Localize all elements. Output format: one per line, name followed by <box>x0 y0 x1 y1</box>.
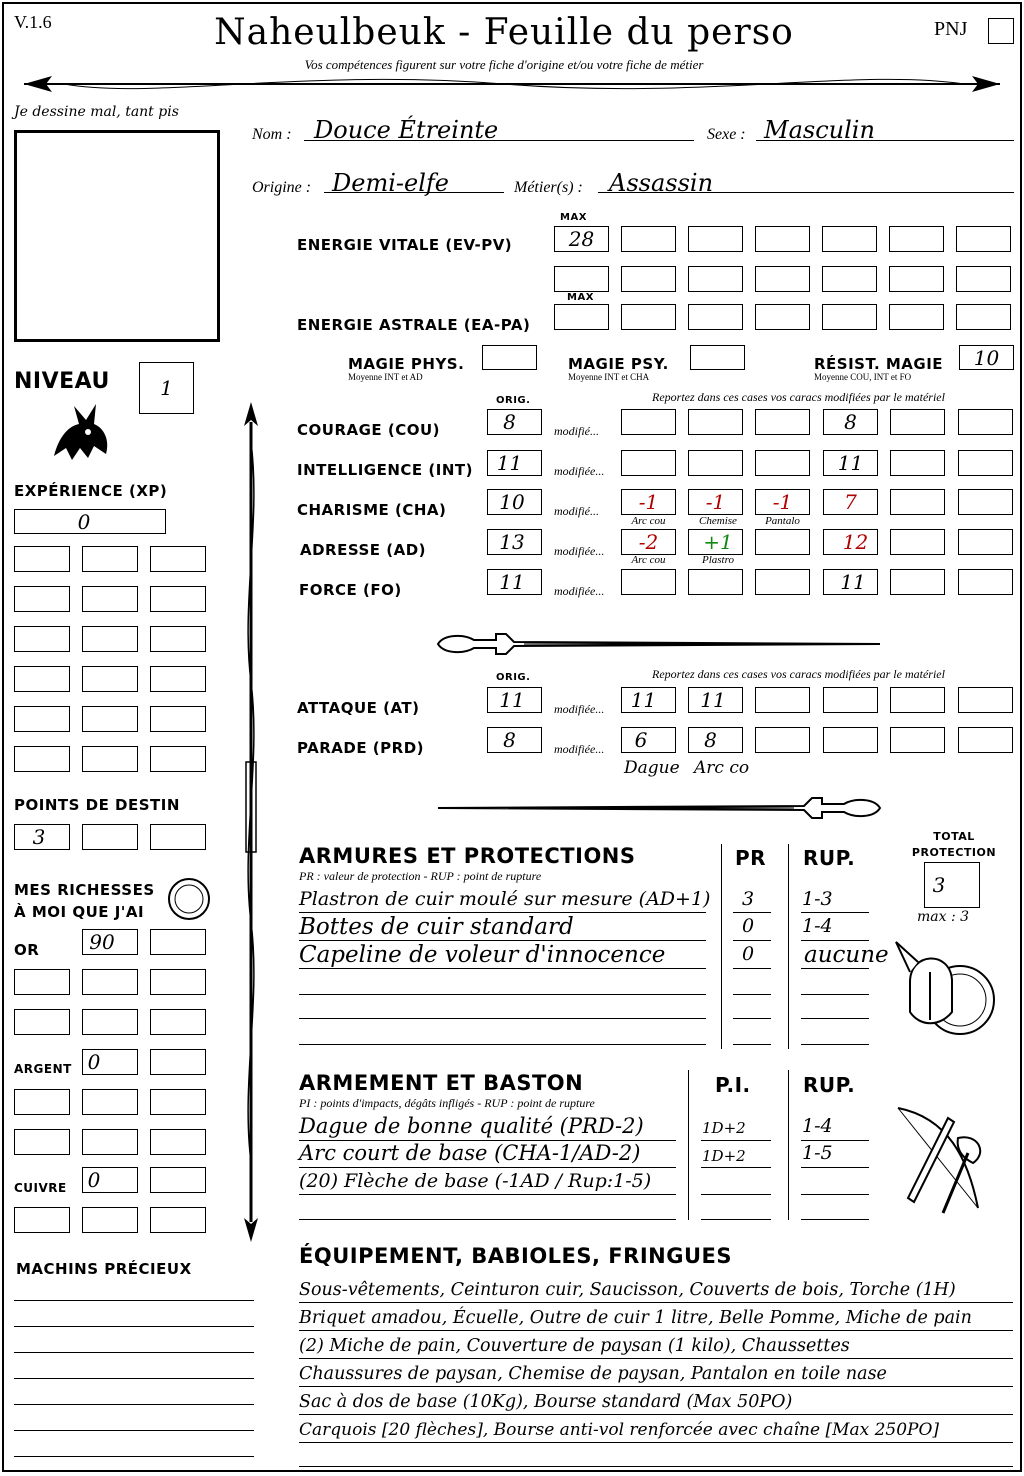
ev-max-label: MAX <box>560 212 587 223</box>
ev-max-value: 28 <box>568 227 595 251</box>
cuivre-cell[interactable] <box>150 1207 206 1233</box>
parade-modif-label: modifiée... <box>554 742 605 756</box>
intelligence-final-value: 11 <box>837 451 864 475</box>
precieux-line[interactable] <box>14 1300 254 1301</box>
equipement-line <box>299 1386 1013 1387</box>
or-cell[interactable] <box>150 1009 206 1035</box>
xp-value: 0 <box>77 510 91 534</box>
richesses-label: MES RICHESSES <box>14 881 155 899</box>
or-cell[interactable] <box>150 929 206 955</box>
arme-rup[interactable]: 1-4 <box>802 1115 833 1137</box>
or-label: OR <box>14 941 40 959</box>
precieux-line[interactable] <box>14 1352 254 1353</box>
armement-note: PI : points d'impacts, dégâts infligés - RUP : point de rupture <box>299 1096 595 1110</box>
xp-cell[interactable] <box>82 706 138 732</box>
attaque-orig-value: 11 <box>499 688 525 712</box>
armure-line[interactable] <box>733 1044 771 1045</box>
xp-cell[interactable] <box>14 546 70 572</box>
ev-cell[interactable] <box>621 226 676 252</box>
equipement-line-text[interactable]: (2) Miche de pain, Couverture de paysan (1 kilo), Chaussettes <box>299 1336 850 1356</box>
armures-divider <box>721 844 722 1049</box>
armures-title: ARMURES ET PROTECTIONS <box>299 844 636 868</box>
charisme-modif-label: modifié... <box>554 504 599 518</box>
magie-phys-note: Moyenne INT et AD <box>348 372 423 382</box>
argent-cell[interactable] <box>14 1089 70 1115</box>
attaque-mod-cell[interactable] <box>823 687 878 713</box>
ea-max-label: MAX <box>567 292 594 303</box>
arme-name[interactable]: Dague de bonne qualité (PRD-2) <box>299 1114 644 1138</box>
total-protection-max: max : 3 <box>917 909 970 925</box>
dragon-icon <box>44 396 114 466</box>
armure-pr[interactable]: 0 <box>742 943 755 965</box>
arme-name[interactable]: (20) Flèche de base (-1AD / Rup:1-5) <box>299 1170 652 1192</box>
attaque-label: ATTAQUE (AT) <box>297 699 420 717</box>
ea-cell[interactable] <box>956 304 1011 330</box>
intelligence-label: INTELLIGENCE (INT) <box>297 461 473 479</box>
or-cell[interactable] <box>82 1009 138 1035</box>
ea-max-box[interactable] <box>554 304 609 330</box>
parade-orig-value: 8 <box>503 728 516 752</box>
parade-mod-cell[interactable] <box>958 727 1013 753</box>
adresse-label: ADRESSE (AD) <box>300 541 427 559</box>
cuivre-cell[interactable] <box>14 1207 70 1233</box>
ev-label: ENERGIE VITALE (EV-PV) <box>297 236 513 254</box>
ev-cell[interactable] <box>889 266 944 292</box>
xp-cell[interactable] <box>14 666 70 692</box>
equipement-line <box>299 1358 1013 1359</box>
equipement-title: ÉQUIPEMENT, BABIOLES, FRINGUES <box>299 1244 732 1268</box>
arme-line <box>701 1140 771 1141</box>
or-cell[interactable] <box>14 1009 70 1035</box>
arme-line[interactable] <box>701 1219 771 1220</box>
force-mod-cell[interactable] <box>621 569 676 595</box>
xp-cell[interactable] <box>82 746 138 772</box>
parade-mod-1: 6 <box>634 728 648 752</box>
xp-cell[interactable] <box>82 666 138 692</box>
cuivre-cell[interactable] <box>82 1207 138 1233</box>
equipement-line-text[interactable]: Briquet amadou, Écuelle, Outre de cuir 1 litre, Belle Pomme, Miche de pain <box>299 1308 972 1328</box>
xp-cell[interactable] <box>14 626 70 652</box>
cuivre-label: CUIVRE <box>14 1181 67 1195</box>
magie-phys-label: MAGIE PHYS. <box>348 355 465 373</box>
magie-psy-label: MAGIE PSY. <box>568 355 669 373</box>
version-label: V.1.6 <box>14 12 52 32</box>
magie-psy-box[interactable] <box>690 345 745 370</box>
equipement-line[interactable] <box>299 1466 1013 1467</box>
armure-line <box>733 968 771 969</box>
cuivre-cell[interactable] <box>150 1167 206 1193</box>
argent-cell[interactable] <box>82 1089 138 1115</box>
armure-line <box>733 940 771 941</box>
origine-label: Origine : <box>252 179 312 196</box>
courage-mod-cell[interactable] <box>688 409 743 435</box>
or-cell[interactable] <box>82 969 138 995</box>
niveau-label: NIVEAU <box>14 369 110 394</box>
adresse-note-1: Arc cou <box>631 554 666 566</box>
parade-mod-cell[interactable] <box>823 727 878 753</box>
ev-cell[interactable] <box>755 226 810 252</box>
intelligence-mod-cell[interactable] <box>755 450 810 476</box>
page-title: Naheulbeuk - Feuille du perso <box>214 12 794 53</box>
charisme-mod-2: -1 <box>705 490 726 514</box>
ea-label: ENERGIE ASTRALE (EA-PA) <box>297 316 531 334</box>
courage-mod-cell[interactable] <box>755 409 810 435</box>
parade-mod-cell[interactable] <box>755 727 810 753</box>
xp-cell[interactable] <box>14 746 70 772</box>
cuivre-value: 0 <box>87 1168 101 1192</box>
xp-cell[interactable] <box>150 706 206 732</box>
armures-divider <box>788 844 789 1049</box>
intelligence-mod-cell[interactable] <box>890 450 945 476</box>
force-mod-cell[interactable] <box>688 569 743 595</box>
armure-name[interactable]: Capeline de voleur d'innocence <box>299 942 666 968</box>
charisme-orig-value: 10 <box>499 490 525 514</box>
courage-mod-cell[interactable] <box>890 409 945 435</box>
precieux-line[interactable] <box>14 1430 254 1431</box>
armure-line[interactable] <box>299 1018 706 1019</box>
xp-cell[interactable] <box>14 706 70 732</box>
equipement-line-text[interactable]: Chaussures de paysan, Chemise de paysan, Pantalon en toile nase <box>299 1364 887 1384</box>
adresse-mod-cell[interactable] <box>755 529 810 555</box>
argent-value: 0 <box>87 1050 101 1074</box>
ev-cell[interactable] <box>956 266 1011 292</box>
argent-cell[interactable] <box>150 1049 206 1075</box>
precieux-line[interactable] <box>14 1378 254 1379</box>
armure-line <box>801 940 869 941</box>
arme-pi[interactable]: 1D+2 <box>702 1119 746 1137</box>
equipement-line-text[interactable]: Sous-vêtements, Ceinturon cuir, Saucisson, Couverts de bois, Torche (1H) <box>299 1280 956 1300</box>
arme-line[interactable] <box>299 1219 676 1220</box>
intelligence-mod-cell[interactable] <box>621 450 676 476</box>
destin-label: POINTS DE DESTIN <box>14 796 180 814</box>
armement-divider <box>788 1070 789 1220</box>
arme-line <box>701 1167 771 1168</box>
precieux-line[interactable] <box>14 1456 254 1457</box>
or-value: 90 <box>89 930 115 954</box>
metier-value[interactable]: Assassin <box>609 169 714 197</box>
ev-cell[interactable] <box>956 226 1011 252</box>
helmet-shield-icon <box>890 932 1002 1052</box>
weapon-note-1: Dague <box>624 758 680 778</box>
armure-line <box>299 968 706 969</box>
charisme-final-value: 7 <box>844 490 857 514</box>
ev-cell[interactable] <box>889 226 944 252</box>
xp-cell[interactable] <box>150 546 206 572</box>
courage-mod-cell[interactable] <box>621 409 676 435</box>
metier-label: Métier(s) : <box>514 179 583 196</box>
equipement-line <box>299 1414 1013 1415</box>
force-final-value: 11 <box>840 570 866 594</box>
sword-icon <box>434 786 884 830</box>
adresse-mod-1: -2 <box>638 530 659 554</box>
attaque-mod-cell[interactable] <box>890 687 945 713</box>
force-mod-cell[interactable] <box>755 569 810 595</box>
attaque-mod-cell[interactable] <box>755 687 810 713</box>
courage-mod-cell[interactable] <box>958 409 1013 435</box>
destin-value: 3 <box>32 825 46 849</box>
total-protection-label: TOTAL <box>933 830 975 843</box>
ea-cell[interactable] <box>755 304 810 330</box>
resist-magie-note: Moyenne COU, INT et FO <box>814 372 912 382</box>
coin-icon <box>166 876 212 922</box>
adresse-orig-value: 13 <box>499 530 525 554</box>
armure-name[interactable]: Bottes de cuir standard <box>299 914 574 940</box>
xp-cell[interactable] <box>14 586 70 612</box>
charisme-note-3: Pantalo <box>765 515 800 527</box>
total-protection-label-2: PROTECTION <box>911 846 997 859</box>
pnj-label: PNJ <box>934 18 968 40</box>
xp-cell[interactable] <box>150 746 206 772</box>
armure-rup[interactable]: aucune <box>804 942 889 968</box>
stats-report-note: Reportez dans ces cases vos caracs modifiées par le matériel <box>652 390 945 404</box>
sword-icon <box>434 622 884 666</box>
ev-cell[interactable] <box>822 266 877 292</box>
charisme-mod-1: -1 <box>638 490 659 514</box>
charisme-note-1: Arc cou <box>631 515 666 527</box>
armure-rup[interactable]: 1-4 <box>802 915 833 937</box>
arme-line <box>701 1194 771 1195</box>
adresse-mod-2: +1 <box>703 530 733 554</box>
equipement-line-text[interactable]: Sac à dos de base (10Kg), Bourse standard (Max 50PO) <box>299 1392 793 1412</box>
weapons-icon <box>888 1098 1000 1218</box>
armure-line[interactable] <box>733 1018 771 1019</box>
xp-cell[interactable] <box>150 626 206 652</box>
charisme-mod-cell[interactable] <box>958 489 1013 515</box>
or-cell[interactable] <box>150 969 206 995</box>
parade-mod-2: 8 <box>704 728 717 752</box>
ea-cell[interactable] <box>822 304 877 330</box>
armure-pr[interactable]: 3 <box>742 888 755 910</box>
armure-name[interactable]: Plastron de cuir moulé sur mesure (AD+1) <box>299 888 711 910</box>
attaque-mod-2: 11 <box>700 688 726 712</box>
force-modif-label: modifiée... <box>554 584 605 598</box>
intelligence-mod-cell[interactable] <box>958 450 1013 476</box>
courage-final-value: 8 <box>844 410 857 434</box>
charisme-note-2: Chemise <box>699 515 737 527</box>
armure-pr[interactable]: 0 <box>742 915 755 937</box>
magie-phys-box[interactable] <box>482 345 537 370</box>
ev-cell[interactable] <box>755 266 810 292</box>
force-orig-value: 11 <box>499 570 525 594</box>
courage-modif-label: modifié... <box>554 424 599 438</box>
force-label: FORCE (FO) <box>299 581 402 599</box>
argent-label: ARGENT <box>14 1062 72 1076</box>
ev-cell[interactable] <box>688 226 743 252</box>
ev-cell[interactable] <box>822 226 877 252</box>
argent-cell[interactable] <box>150 1129 206 1155</box>
force-mod-cell[interactable] <box>890 569 945 595</box>
combat-orig-label: ORIG. <box>496 672 531 683</box>
nom-value[interactable]: Douce Étreinte <box>314 116 499 144</box>
stats-orig-label: ORIG. <box>496 395 531 406</box>
total-protection-value: 3 <box>932 873 946 897</box>
xp-cell[interactable] <box>82 626 138 652</box>
precieux-line[interactable] <box>14 1326 254 1327</box>
arme-pi[interactable]: 1D+2 <box>702 1147 746 1165</box>
portrait-box[interactable] <box>14 130 220 342</box>
arme-line[interactable] <box>801 1219 869 1220</box>
armure-line <box>801 968 869 969</box>
sexe-value[interactable]: Masculin <box>764 116 875 144</box>
ev-cell[interactable] <box>554 266 609 292</box>
destin-box[interactable] <box>150 824 206 850</box>
charisme-mod-cell[interactable] <box>890 489 945 515</box>
intelligence-orig-value: 11 <box>496 451 523 475</box>
precieux-line[interactable] <box>14 1404 254 1405</box>
courage-label: COURAGE (COU) <box>297 421 441 439</box>
equipement-line-text[interactable]: Carquois [20 flèches], Bourse anti-vol renforcée avec chaîne [Max 250PO] <box>299 1420 940 1440</box>
arme-line <box>801 1167 869 1168</box>
force-mod-cell[interactable] <box>958 569 1013 595</box>
armure-line[interactable] <box>299 994 706 995</box>
armure-line[interactable] <box>801 1044 869 1045</box>
armure-line[interactable] <box>299 1044 706 1045</box>
resist-magie-label: RÉSIST. MAGIE <box>814 355 944 373</box>
armures-note: PR : valeur de protection - RUP : point de rupture <box>299 869 542 883</box>
argent-cell[interactable] <box>14 1129 70 1155</box>
nom-label: Nom : <box>252 126 292 143</box>
equipement-line <box>299 1330 1013 1331</box>
adresse-note-2: Plastro <box>702 554 734 566</box>
precieux-label: MACHINS PRÉCIEUX <box>16 1260 192 1278</box>
attaque-mod-1: 11 <box>630 688 657 712</box>
parade-label: PARADE (PRD) <box>297 739 425 757</box>
adresse-final-value: 12 <box>842 530 869 554</box>
equipement-line <box>299 1302 1013 1303</box>
intelligence-mod-cell[interactable] <box>688 450 743 476</box>
armures-pr-label: PR <box>735 846 767 870</box>
ev-cell[interactable] <box>621 266 676 292</box>
argent-cell[interactable] <box>82 1129 138 1155</box>
charisme-mod-3: -1 <box>772 490 793 514</box>
arme-line <box>299 1167 676 1168</box>
arme-line <box>801 1140 869 1141</box>
armement-divider <box>688 1070 689 1220</box>
richesses-label-2: À MOI QUE J'AI <box>14 903 145 921</box>
ev-cell[interactable] <box>688 266 743 292</box>
armure-line <box>299 940 706 941</box>
combat-report-note: Reportez dans ces cases vos caracs modifiées par le matériel <box>652 667 945 681</box>
intelligence-modif-label: modifiée... <box>554 464 605 478</box>
resist-magie-value: 10 <box>973 346 1000 370</box>
ea-cell[interactable] <box>621 304 676 330</box>
spear-icon <box>236 402 266 1242</box>
armure-line[interactable] <box>801 994 869 995</box>
xp-cell[interactable] <box>82 546 138 572</box>
armures-rup-label: RUP. <box>803 846 856 870</box>
ea-cell[interactable] <box>688 304 743 330</box>
origine-value[interactable]: Demi-elfe <box>332 169 449 197</box>
armure-line[interactable] <box>801 1018 869 1019</box>
armure-line <box>299 912 706 913</box>
armure-line <box>733 912 771 913</box>
attaque-modif-label: modifiée... <box>554 702 605 716</box>
character-sheet <box>2 2 1022 1472</box>
portrait-caption: Je dessine mal, tant pis <box>14 104 179 120</box>
sexe-label: Sexe : <box>707 126 746 143</box>
arme-name[interactable]: Arc court de base (CHA-1/AD-2) <box>299 1141 641 1165</box>
page-subtitle: Vos compétences figurent sur votre fiche d'origine et/ou votre fiche de métier <box>304 57 704 72</box>
arme-rup[interactable]: 1-5 <box>802 1142 833 1164</box>
ea-cell[interactable] <box>889 304 944 330</box>
argent-cell[interactable] <box>150 1089 206 1115</box>
adresse-mod-cell[interactable] <box>958 529 1013 555</box>
niveau-value: 1 <box>160 376 173 400</box>
xp-cell[interactable] <box>150 666 206 692</box>
magie-psy-note: Moyenne INT et CHA <box>568 372 650 382</box>
armement-pi-label: P.I. <box>715 1073 751 1097</box>
destin-box[interactable] <box>82 824 138 850</box>
armement-title: ARMEMENT ET BASTON <box>299 1071 584 1095</box>
equipement-line <box>299 1442 1013 1443</box>
adresse-mod-cell[interactable] <box>890 529 945 555</box>
armure-line <box>801 912 869 913</box>
spear-divider-icon <box>4 70 1020 100</box>
adresse-modif-label: modifiée... <box>554 544 605 558</box>
weapon-note-2: Arc co <box>694 758 750 778</box>
armement-rup-label: RUP. <box>803 1073 856 1097</box>
xp-cell[interactable] <box>150 586 206 612</box>
or-cell[interactable] <box>14 969 70 995</box>
courage-orig-value: 8 <box>503 410 516 434</box>
arme-line <box>801 1194 869 1195</box>
xp-label: EXPÉRIENCE (XP) <box>14 482 168 500</box>
charisme-label: CHARISME (CHA) <box>297 501 447 519</box>
xp-cell[interactable] <box>82 586 138 612</box>
armure-line[interactable] <box>733 994 771 995</box>
arme-line <box>299 1194 676 1195</box>
pnj-checkbox[interactable] <box>988 18 1014 44</box>
attaque-mod-cell[interactable] <box>958 687 1013 713</box>
armure-rup[interactable]: 1-3 <box>802 888 833 910</box>
parade-mod-cell[interactable] <box>890 727 945 753</box>
